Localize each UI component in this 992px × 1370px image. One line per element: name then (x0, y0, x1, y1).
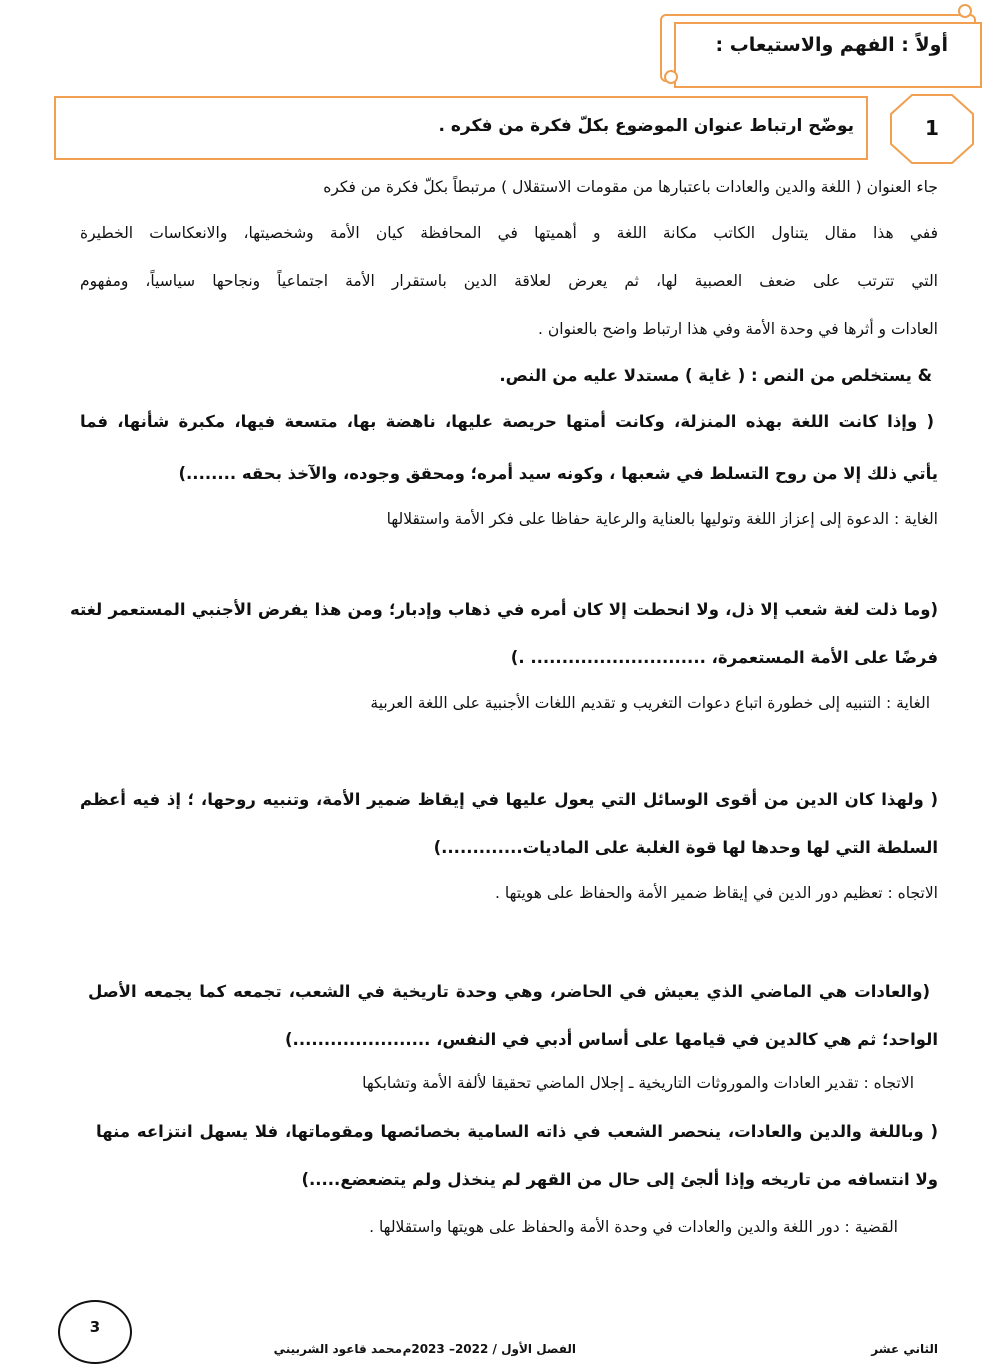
quote-line: فرضًا على الأمة المستعمرة، ............................ .) (510, 648, 938, 667)
intro-line: جاء العنوان ( اللغة والدين والعادات باعتبارها من مقومات الاستقلال ) مرتبطاً بكلّ فكرة من فكره (323, 178, 938, 196)
answer-line: الغاية : التنبيه إلى خطورة اتباع دعوات التغريب و تقديم اللغات الأجنبية على اللغة العربية (370, 694, 930, 712)
footer-term: الفصل الأول / 2022– 2023م (402, 1342, 576, 1356)
question-number: 1 (925, 116, 939, 140)
quote-line: يأتي ذلك إلا من روح التسلط في شعبها ، وكونه سيد أمره؛ ومحقق وجوده، والآخذ بحقه ........) (178, 464, 938, 483)
extraction-prompt: & يستخلص من النص : ( غاية ) مستدلا عليه من النص. (499, 366, 932, 385)
scroll-curl-icon (664, 70, 678, 84)
scroll-curl-icon (958, 4, 972, 18)
footer-author: محمد قاعود الشربيني (273, 1342, 402, 1356)
question-text: يوضّح ارتباط عنوان الموضوع بكلّ فكرة من فكره . (438, 116, 854, 136)
quote-line: ( وإذا كانت اللغة بهذه المنزلة، وكانت أمتها حريصة عليها، ناهضة بها، متسعة فيها، مكبرة شأنها، فما (80, 412, 934, 431)
quote-line: ولا انتسافه من تاريخه وإذا ألجئ إلى حال من القهر لم ينخذل ولم يتضعضع.....) (301, 1170, 938, 1189)
quote-line: ( ولهذا كان الدين من أقوى الوسائل التي يعول عليها في إيقاظ ضمير الأمة، وتنبيه روحها، ؛ إذ فيه أعظم (80, 790, 938, 809)
page-number: 3 (89, 1318, 101, 1336)
section-title: أولاً : الفهم والاستيعاب : (715, 34, 948, 56)
quote-line: الواحد؛ ثم هي كالدين في قيامها على أساس أدبي في النفس، ......................) (285, 1030, 938, 1049)
intro-line: التي تترتب على ضعف العصبية لها، ثم يعرض لعلاقة الدين باستقرار الأمة اجتماعياً ونجاحها سياسياً، ومفهوم (80, 272, 938, 290)
intro-line: ففي هذا مقال يتناول الكاتب مكانة اللغة و أهميتها في المحافظة كيان الأمة وشخصيتها، والانعكاسات الخطيرة (80, 224, 938, 242)
answer-line: الغاية : الدعوة إلى إعزاز اللغة وتوليها بالعناية والرعاية حفاظا على فكر الأمة واستقلالها (386, 510, 938, 528)
quote-line: ( وباللغة والدين والعادات، ينحصر الشعب في ذاته السامية بخصائصها ومقوماتها، فلا يسهل انتزاعه منها (96, 1122, 938, 1141)
answer-line: القضية : دور اللغة والدين والعادات في وحدة الأمة والحفاظ على هويتها واستقلالها . (369, 1218, 898, 1236)
intro-line: العادات و أثرها في وحدة الأمة وفي هذا ارتباط واضح بالعنوان . (538, 320, 938, 338)
answer-line: الاتجاه : تعظيم دور الدين في إيقاظ ضمير الأمة والحفاظ على هويتها . (495, 884, 938, 902)
quote-line: (وما ذلت لغة شعب إلا ذل، ولا انحطت إلا كان أمره في ذهاب وإدبار؛ ومن هذا يفرض الأجنبي المستعمر لغته (70, 600, 938, 619)
quote-line: (والعادات هي الماضي الذي يعيش في الحاضر، وهي وحدة تاريخية في الشعب، تجمعه كما يجمعه الأصل (88, 982, 930, 1001)
quote-line: السلطة التي لها وحدها لها قوة الغلبة على الماديات.............) (433, 838, 938, 857)
answer-line: الاتجاه : تقدير العادات والموروثات التاريخية ـ إجلال الماضي تحقيقا لألفة الأمة وتشابكها (362, 1074, 914, 1092)
footer-grade: الثاني عشر (871, 1342, 938, 1356)
